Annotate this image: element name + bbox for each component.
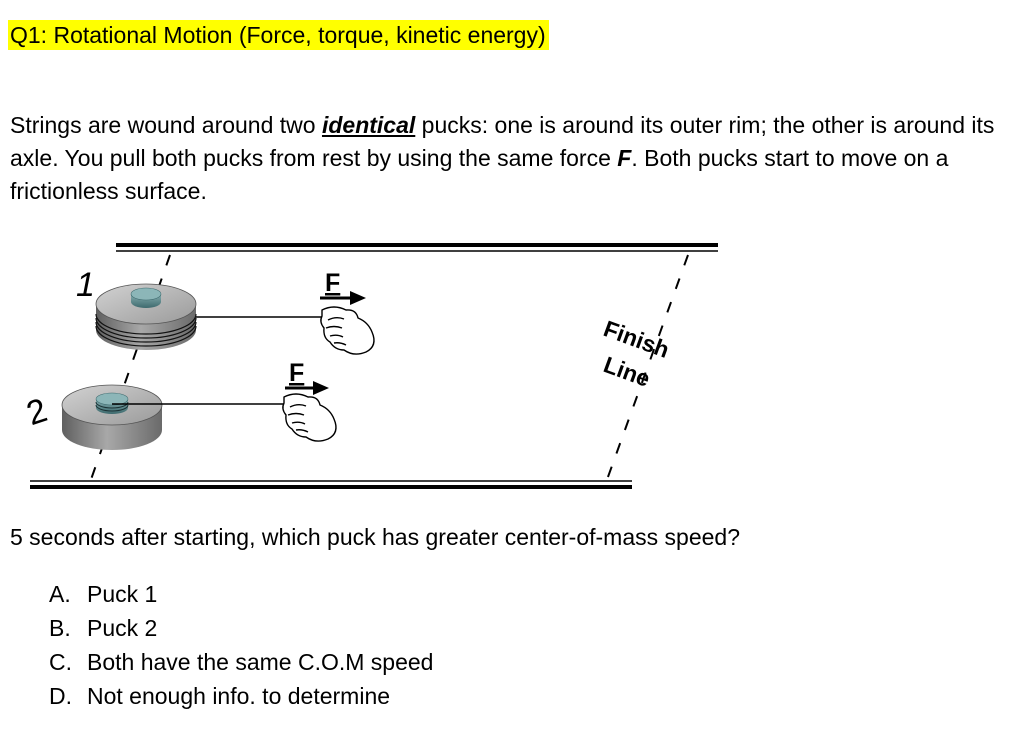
choice-b — [49, 611, 433, 645]
force-label-1: F — [325, 269, 341, 297]
intro-text-3: . Both pucks start to move on a frictionless surface. — [10, 145, 949, 204]
hand-2-icon — [283, 394, 336, 441]
choice-a — [49, 577, 433, 611]
choice-letter: B. — [49, 615, 71, 641]
finish-line-label-1: Finish — [600, 315, 673, 363]
puck-2 — [62, 385, 162, 450]
problem-statement — [10, 109, 1010, 208]
choice-text: Puck 2 — [87, 615, 158, 641]
intro-text-1: Strings are wound around two — [10, 112, 322, 138]
intro-text-2: pucks: one is around its outer rim; the other is around its axle. You pull both pucks from rest by using the same force — [10, 112, 995, 171]
answer-choices — [49, 577, 433, 713]
pucks-diagram — [0, 230, 760, 500]
choice-letter: A. — [49, 581, 71, 607]
puck-2-label: 2 — [21, 391, 52, 434]
choice-letter: D. — [49, 683, 72, 709]
question-prompt: 5 seconds after starting, which puck has greater center-of-mass speed? — [10, 524, 740, 550]
force-symbol: F — [617, 145, 632, 171]
track-top-rail — [116, 245, 718, 251]
track-bottom-rail — [30, 481, 632, 487]
choice-text: Not enough info. to determine — [87, 683, 391, 709]
puck-1 — [96, 284, 196, 350]
choice-d — [49, 679, 433, 713]
choice-c — [49, 645, 433, 679]
hand-1-icon — [321, 307, 374, 354]
choice-text: Puck 1 — [87, 581, 158, 607]
choice-letter: C. — [49, 649, 72, 675]
identical-emphasis: identical — [321, 112, 416, 138]
puck-1-label: 1 — [76, 266, 95, 304]
choice-text: Both have the same C.O.M speed — [87, 649, 434, 675]
question-title: Q1: Rotational Motion (Force, torque, kinetic energy) — [8, 20, 549, 50]
force-label-2: F — [289, 359, 305, 387]
finish-line-label-2: Line — [600, 351, 654, 392]
